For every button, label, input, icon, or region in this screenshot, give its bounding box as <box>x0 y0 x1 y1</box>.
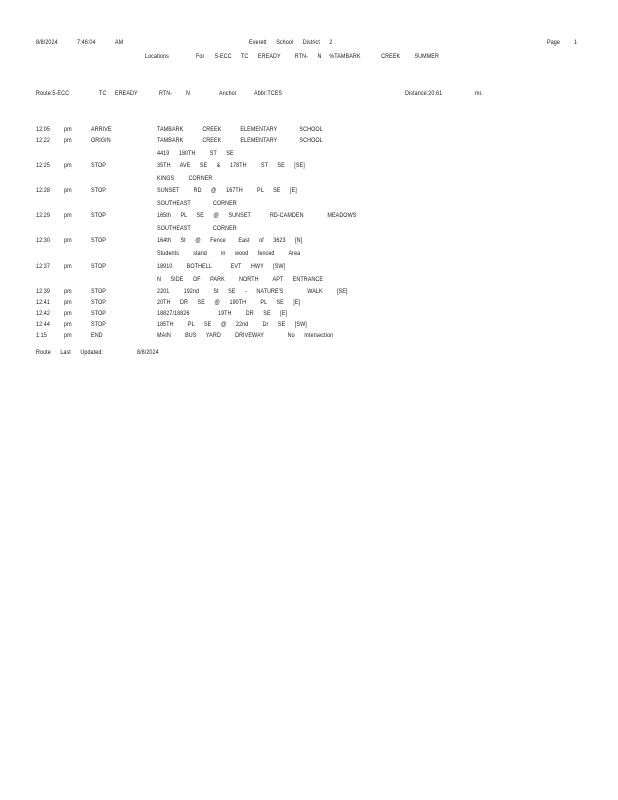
stop-row-note <box>0 276 618 284</box>
stop-type: STOP <box>91 187 106 194</box>
route-distance-unit: mi. <box>475 90 483 97</box>
stop-description: TAMBARK CREEK ELEMENTARY SCHOOL <box>157 126 323 133</box>
stop-description: KINGS CORNER <box>157 175 213 182</box>
stop-time: 12:37 <box>36 263 50 270</box>
route-anchor: Anchor <box>219 90 237 97</box>
page-label: Page <box>547 39 560 46</box>
route-tc: TC <box>99 90 107 97</box>
stop-time: 12:44 <box>36 321 50 328</box>
report-ampm: AM <box>115 39 124 46</box>
stop-type: STOP <box>91 212 106 219</box>
stop-row <box>0 212 618 220</box>
stop-description: 185TH PL SE @ 22nd Dr SE [SW] <box>157 321 307 328</box>
stop-description: 18910 BOTHELL EVT HWY [SW] <box>157 263 286 270</box>
stop-ampm: pm <box>64 299 72 306</box>
stop-row <box>0 126 618 134</box>
stop-time: 12:41 <box>36 299 50 306</box>
stop-description: SOUTHEAST CORNER <box>157 200 237 207</box>
stop-type: STOP <box>91 321 106 328</box>
stop-description: MAIN BUS YARD DRIVEWAY No Intersection <box>157 332 334 339</box>
stop-time: 12:42 <box>36 310 50 317</box>
route-rtn: RTN- <box>159 90 173 97</box>
stop-type: STOP <box>91 310 106 317</box>
stop-description: SUNSET RD @ 167TH PL SE [E] <box>157 187 297 194</box>
stop-time: 12:05 <box>36 126 50 133</box>
stop-type: STOP <box>91 237 106 244</box>
stop-row <box>0 310 618 318</box>
stop-row <box>0 137 618 145</box>
stop-row <box>0 162 618 170</box>
stop-description: N SIDE OF PARK NORTH APT ENTRANCE <box>157 276 324 283</box>
route-updated-label: Route Last Updated: <box>36 349 103 356</box>
stop-ampm: pm <box>64 288 72 295</box>
route-abbr: Abbr:TCES <box>254 90 283 97</box>
route-eready: EREADY <box>115 90 138 97</box>
stop-row-note <box>0 250 618 258</box>
stop-description: 165th PL SE @ SUNSET RD-CAMDEN MEADOWS <box>157 212 357 219</box>
stop-description: 164th St @ Fence East of 3623 [N] <box>157 237 303 244</box>
stop-ampm: pm <box>64 321 72 328</box>
stop-type: STOP <box>91 299 106 306</box>
stop-row-note <box>0 175 618 183</box>
route-updated-date: 8/8/2024 <box>137 349 159 356</box>
stop-ampm: pm <box>64 332 72 339</box>
stop-ampm: pm <box>64 263 72 270</box>
district-name: Everett School District 2 <box>249 39 333 46</box>
stop-ampm: pm <box>64 187 72 194</box>
report-time: 7:46:04 <box>77 39 96 46</box>
stop-type: ORIGIN <box>91 137 111 144</box>
stop-time: 12:29 <box>36 212 50 219</box>
stop-ampm: pm <box>64 126 72 133</box>
stop-row <box>0 187 618 195</box>
stop-ampm: pm <box>64 137 72 144</box>
stop-description: 2201 192nd St SE - NATURE'S WALK [SE] <box>157 288 348 295</box>
stop-row-note <box>0 150 618 158</box>
stop-type: ARRIVE <box>91 126 112 133</box>
stop-row <box>0 263 618 271</box>
stop-description: 4419 180TH ST SE <box>157 150 234 157</box>
stop-row-note <box>0 200 618 208</box>
stop-time: 12:30 <box>36 237 50 244</box>
stop-description: Students stand in wood fenced Area <box>157 250 301 257</box>
stop-description: SOUTHEAST CORNER <box>157 225 237 232</box>
report-date: 8/8/2024 <box>36 39 58 46</box>
page-number: 1 <box>574 39 578 46</box>
stop-ampm: pm <box>64 237 72 244</box>
stop-row <box>0 237 618 245</box>
stop-row <box>0 288 618 296</box>
stop-time: 12:22 <box>36 137 50 144</box>
report-title-locations: Locations <box>145 53 169 60</box>
stop-ampm: pm <box>64 310 72 317</box>
stop-time: 12:39 <box>36 288 50 295</box>
stop-description: TAMBARK CREEK ELEMENTARY SCHOOL <box>157 137 323 144</box>
stop-description: 20TH DR SE @ 190TH PL SE [E] <box>157 299 301 306</box>
stop-ampm: pm <box>64 162 72 169</box>
stop-description: 18827/18826 19TH DR SE [E] <box>157 310 288 317</box>
stop-type: STOP <box>91 162 106 169</box>
stop-type: STOP <box>91 288 106 295</box>
stop-row-note <box>0 225 618 233</box>
stop-time: 12:25 <box>36 162 50 169</box>
stop-time: 1:15 <box>36 332 47 339</box>
report-title-route: 5-ECC TC EREADY RTN- N %TAMBARK CREEK SUMMER <box>215 53 439 60</box>
stop-time: 12:28 <box>36 187 50 194</box>
stop-ampm: pm <box>64 212 72 219</box>
stop-row <box>0 299 618 307</box>
stop-row <box>0 321 618 329</box>
stop-type: END <box>91 332 103 339</box>
stop-description: 35TH AVE SE & 178TH ST SE [SE] <box>157 162 305 169</box>
route-direction: N <box>186 90 190 97</box>
report-title-for: For <box>196 53 205 60</box>
route-distance: Distance:20.61 <box>405 90 443 97</box>
stop-type: STOP <box>91 263 106 270</box>
stop-row <box>0 332 618 340</box>
route-id: Route:5-ECC <box>36 90 70 97</box>
